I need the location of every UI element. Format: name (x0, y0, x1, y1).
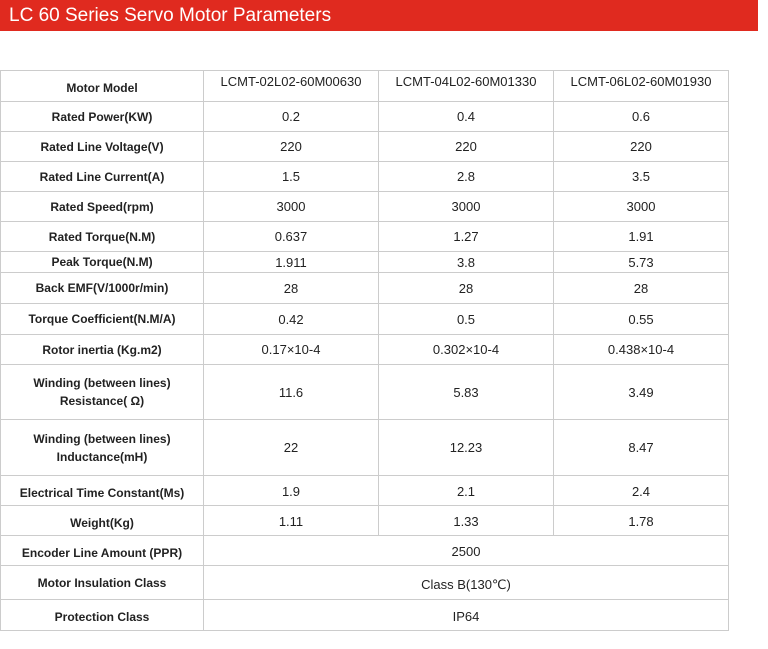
cell-value: 1.78 (554, 506, 729, 536)
cell-value: 12.23 (379, 420, 554, 476)
row-label: Peak Torque(N.M) (1, 252, 204, 273)
table-row (1, 506, 729, 536)
cell-value: 1.9 (204, 476, 379, 506)
cell-value: 0.438×10-4 (554, 335, 729, 365)
row-label: Rated Line Voltage(V) (1, 132, 204, 162)
cell-value: 0.5 (379, 304, 554, 335)
cell-value: 1.33 (379, 506, 554, 536)
cell-value: 28 (379, 273, 554, 304)
model-name: LCMT-02L02-60M00630 (204, 71, 379, 102)
row-label (1, 365, 204, 420)
cell-value: 0.2 (204, 102, 379, 132)
model-name: LCMT-06L02-60M01930 (554, 71, 729, 102)
cell-value: 2.1 (379, 476, 554, 506)
cell-value: 220 (204, 132, 379, 162)
row-label: Torque Coefficient(N.M/A) (1, 304, 204, 335)
cell-value: 0.4 (379, 102, 554, 132)
row-label: Back EMF(V/1000r/min) (1, 273, 204, 304)
cell-value: 1.91 (554, 222, 729, 252)
cell-value: 22 (204, 420, 379, 476)
table-row (1, 304, 729, 335)
cell-value: 3000 (554, 192, 729, 222)
parameters-table (0, 70, 729, 631)
table-row (1, 420, 729, 476)
table-row (1, 335, 729, 365)
cell-value: 3.49 (554, 365, 729, 420)
cell-value: 28 (204, 273, 379, 304)
table-row (1, 600, 729, 631)
table-row (1, 536, 729, 566)
row-label: Protection Class (1, 600, 204, 631)
cell-value: 3.5 (554, 162, 729, 192)
table-row (1, 162, 729, 192)
table-row (1, 476, 729, 506)
cell-value: 0.6 (554, 102, 729, 132)
cell-value: 1.11 (204, 506, 379, 536)
cell-value: 0.302×10-4 (379, 335, 554, 365)
cell-value: IP64 (204, 600, 729, 631)
row-label-line: Resistance( Ω) (59, 394, 145, 408)
row-label: Rated Line Current(A) (1, 162, 204, 192)
header-label: Motor Model (1, 71, 204, 102)
row-label: Weight(Kg) (1, 506, 204, 536)
row-label: Rated Speed(rpm) (1, 192, 204, 222)
cell-value: 5.73 (554, 252, 729, 273)
cell-value: 2500 (204, 536, 729, 566)
table-header-row (1, 71, 729, 102)
cell-value: Class B(130℃) (204, 566, 729, 600)
cell-value: 3000 (379, 192, 554, 222)
row-label: Electrical Time Constant(Ms) (1, 476, 204, 506)
row-label-line: Inductance(mH) (56, 449, 148, 464)
table-row (1, 222, 729, 252)
table-row (1, 192, 729, 222)
row-label: Rated Power(KW) (1, 102, 204, 132)
cell-value: 0.55 (554, 304, 729, 335)
cell-value: 1.27 (379, 222, 554, 252)
cell-value: 0.17×10-4 (204, 335, 379, 365)
cell-value: 220 (379, 132, 554, 162)
table-row (1, 252, 729, 273)
cell-value: 11.6 (204, 365, 379, 420)
cell-value: 28 (554, 273, 729, 304)
cell-value: 2.4 (554, 476, 729, 506)
model-name: LCMT-04L02-60M01330 (379, 71, 554, 102)
cell-value: 8.47 (554, 420, 729, 476)
table-row (1, 365, 729, 420)
table-row (1, 566, 729, 600)
table-row (1, 132, 729, 162)
row-label: Rated Torque(N.M) (1, 222, 204, 252)
row-label-line: Winding (between lines) (33, 431, 171, 446)
table-row (1, 273, 729, 304)
cell-value: 3000 (204, 192, 379, 222)
cell-value: 5.83 (379, 365, 554, 420)
table-row (1, 102, 729, 132)
cell-value: 1.911 (204, 252, 379, 273)
title-bar (0, 0, 758, 31)
cell-value: 0.637 (204, 222, 379, 252)
cell-value: 2.8 (379, 162, 554, 192)
row-label: Rotor inertia (Kg.m2) (1, 335, 204, 365)
row-label: Motor Insulation Class (1, 566, 204, 600)
row-label-line: Winding (between lines) (33, 376, 171, 390)
cell-value: 0.42 (204, 304, 379, 335)
page-title: LC 60 Series Servo Motor Parameters (9, 5, 332, 26)
cell-value: 220 (554, 132, 729, 162)
row-label (1, 420, 204, 476)
cell-value: 1.5 (204, 162, 379, 192)
row-label: Encoder Line Amount (PPR) (1, 536, 204, 566)
cell-value: 3.8 (379, 252, 554, 273)
